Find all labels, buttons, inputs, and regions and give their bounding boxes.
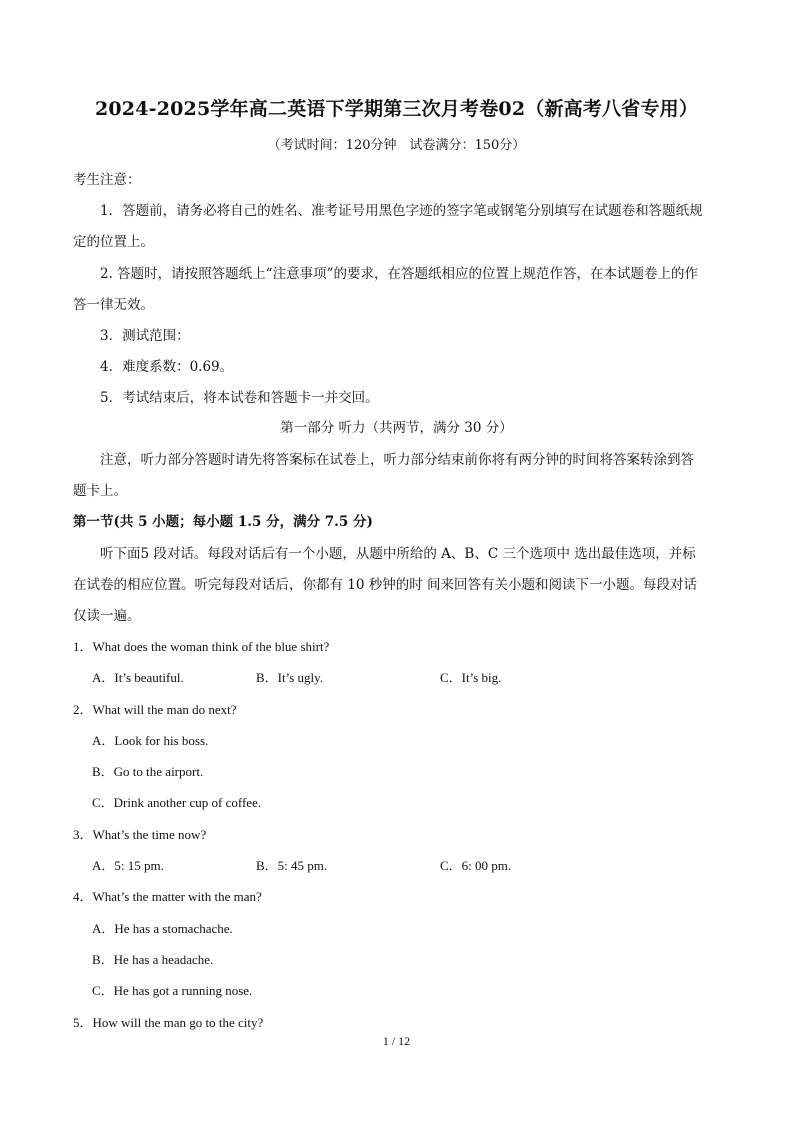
question-3-stem: 3．What’s the time now?: [73, 827, 207, 842]
notice-item-1-cont: 定的位置上。: [73, 234, 154, 250]
question-4-option-a[interactable]: A．He has a stomachache.: [92, 921, 233, 936]
question-1-option-c[interactable]: C．It’s big.: [440, 670, 502, 685]
question-2-option-c[interactable]: C．Drink another cup of coffee.: [92, 795, 262, 810]
part1-heading: 第一部分 听力（共两节，满分 30 分）: [280, 420, 513, 436]
question-5-stem: 5．How will the man go to the city?: [73, 1015, 264, 1030]
part1-note: 注意，听力部分答题时请先将答案标在试卷上，听力部分结束前你将有两分钟的时间将答案转涂到答: [100, 452, 694, 468]
page-title: 2024-2025学年高二英语下学期第三次月考卷02（新高考八省专用）: [94, 98, 699, 120]
question-3-option-c[interactable]: C．6: 00 pm.: [440, 858, 512, 873]
question-4-stem: 4．What’s the matter with the man?: [73, 889, 262, 904]
notice-heading: 考生注意：: [73, 172, 141, 188]
notice-item-5: 5．考试结束后，将本试卷和答题卡一并交回。: [100, 390, 379, 406]
notice-item-3: 3．测试范围：: [100, 328, 190, 344]
question-3-option-b[interactable]: B．5: 45 pm.: [256, 858, 328, 873]
notice-item-2-cont: 答一律无效。: [73, 297, 154, 313]
section1-instructions: 听下面5 段对话。每段对话后有一个小题，从题中所给的 A、B、C 三个选项中 选出最佳选项，并标: [100, 546, 696, 562]
notice-item-1: 1．答题前，请务必将自己的姓名、准考证号用黑色字迹的签字笔或钢笔分别填写在试题卷和答题纸规: [100, 203, 703, 219]
page-number: 1 / 12: [382, 1034, 411, 1048]
question-1-option-b[interactable]: B．It’s ugly.: [256, 670, 324, 685]
section1-instructions-cont: 在试卷的相应位置。听完每段对话后，你都有 10 秒钟的时 间来回答有关小题和阅读下一小题。每段对话: [73, 577, 698, 593]
section1-instructions-end: 仅读一遍。: [73, 608, 141, 624]
question-2-stem: 2．What will the man do next?: [73, 702, 237, 717]
question-2-option-a[interactable]: A．Look for his boss.: [92, 733, 209, 748]
question-4-option-b[interactable]: B．He has a headache.: [92, 952, 214, 967]
notice-item-2: 2. 答题时，请按照答题纸上“注意事项”的要求，在答题纸相应的位置上规范作答，在本试题卷上的作: [100, 266, 698, 282]
part1-note-cont: 题卡上。: [73, 483, 127, 499]
exam-info: （考试时间：120分钟 试卷满分：150分）: [267, 138, 526, 153]
question-3-option-a[interactable]: A．5: 15 pm.: [92, 858, 164, 873]
question-2-option-b[interactable]: B．Go to the airport.: [92, 764, 204, 779]
question-1-stem: 1．What does the woman think of the blue shirt?: [73, 639, 330, 654]
question-1-option-a[interactable]: A．It’s beautiful.: [92, 670, 184, 685]
section1-heading: 第一节(共 5 小题；每小题 1.5 分，满分 7.5 分): [73, 514, 373, 530]
notice-item-4: 4．难度系数：0.69。: [100, 359, 234, 375]
question-4-option-c[interactable]: C．He has got a running nose.: [92, 983, 253, 998]
